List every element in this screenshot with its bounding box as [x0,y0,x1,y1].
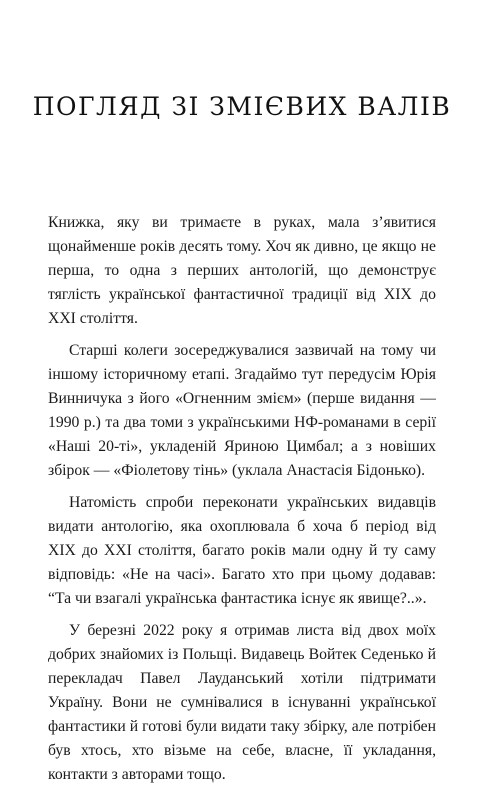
paragraph-3: Натомість спроби переконати українських видавців видати антологію, яка охоплювала б хоча б період від XIX до XXI століття, багато років мали одну й ту саму відповідь: «Не на часі». Багато хто при цьому додавав: “Та чи взагалі українська фантастика існує як явище?..». [48,494,436,607]
paragraph-1: Книжка, яку ви тримаєте в руках, мала з’явитися щонайменше років десять тому. Хоч як дивно, це якщо не перша, то одна з перших антологій, що демонструє тяглість української фантастичної традиції від XIX до XXI століття. [48,214,436,327]
body-text [48,211,436,795]
paragraph-4: У березні 2022 року я отримав листа від двох моїх добрих знайомих із Польщі. Видавець Войтек Седенько й перекладач Павел Лауданський хотіли підтримати Україну. Вони не сумнівалися в існуванні української фантастики й готові були видати таку збірку, але потрібен був хтось, хто візьме на себе, власне, її укладання, контакти з авторами тощо. [48,622,436,783]
paragraph-2: Старші колеги зосереджувалися зазвичай на тому чи іншому історичному етапі. Згадаймо тут передусім Юрія Винничука з його «Огненним змієм» (перше видання — 1990 р.) та два томи з українськими НФ-романами в серії «Наші 20-ті», укладеній Яриною Цимбал; а з новіших збірок — «Фіолетову тінь» (уклала Анастасія Бідонько). [48,342,436,479]
chapter-title: ПОГЛЯД ЗІ ЗМІЄВИХ ВАЛІВ [32,92,452,121]
